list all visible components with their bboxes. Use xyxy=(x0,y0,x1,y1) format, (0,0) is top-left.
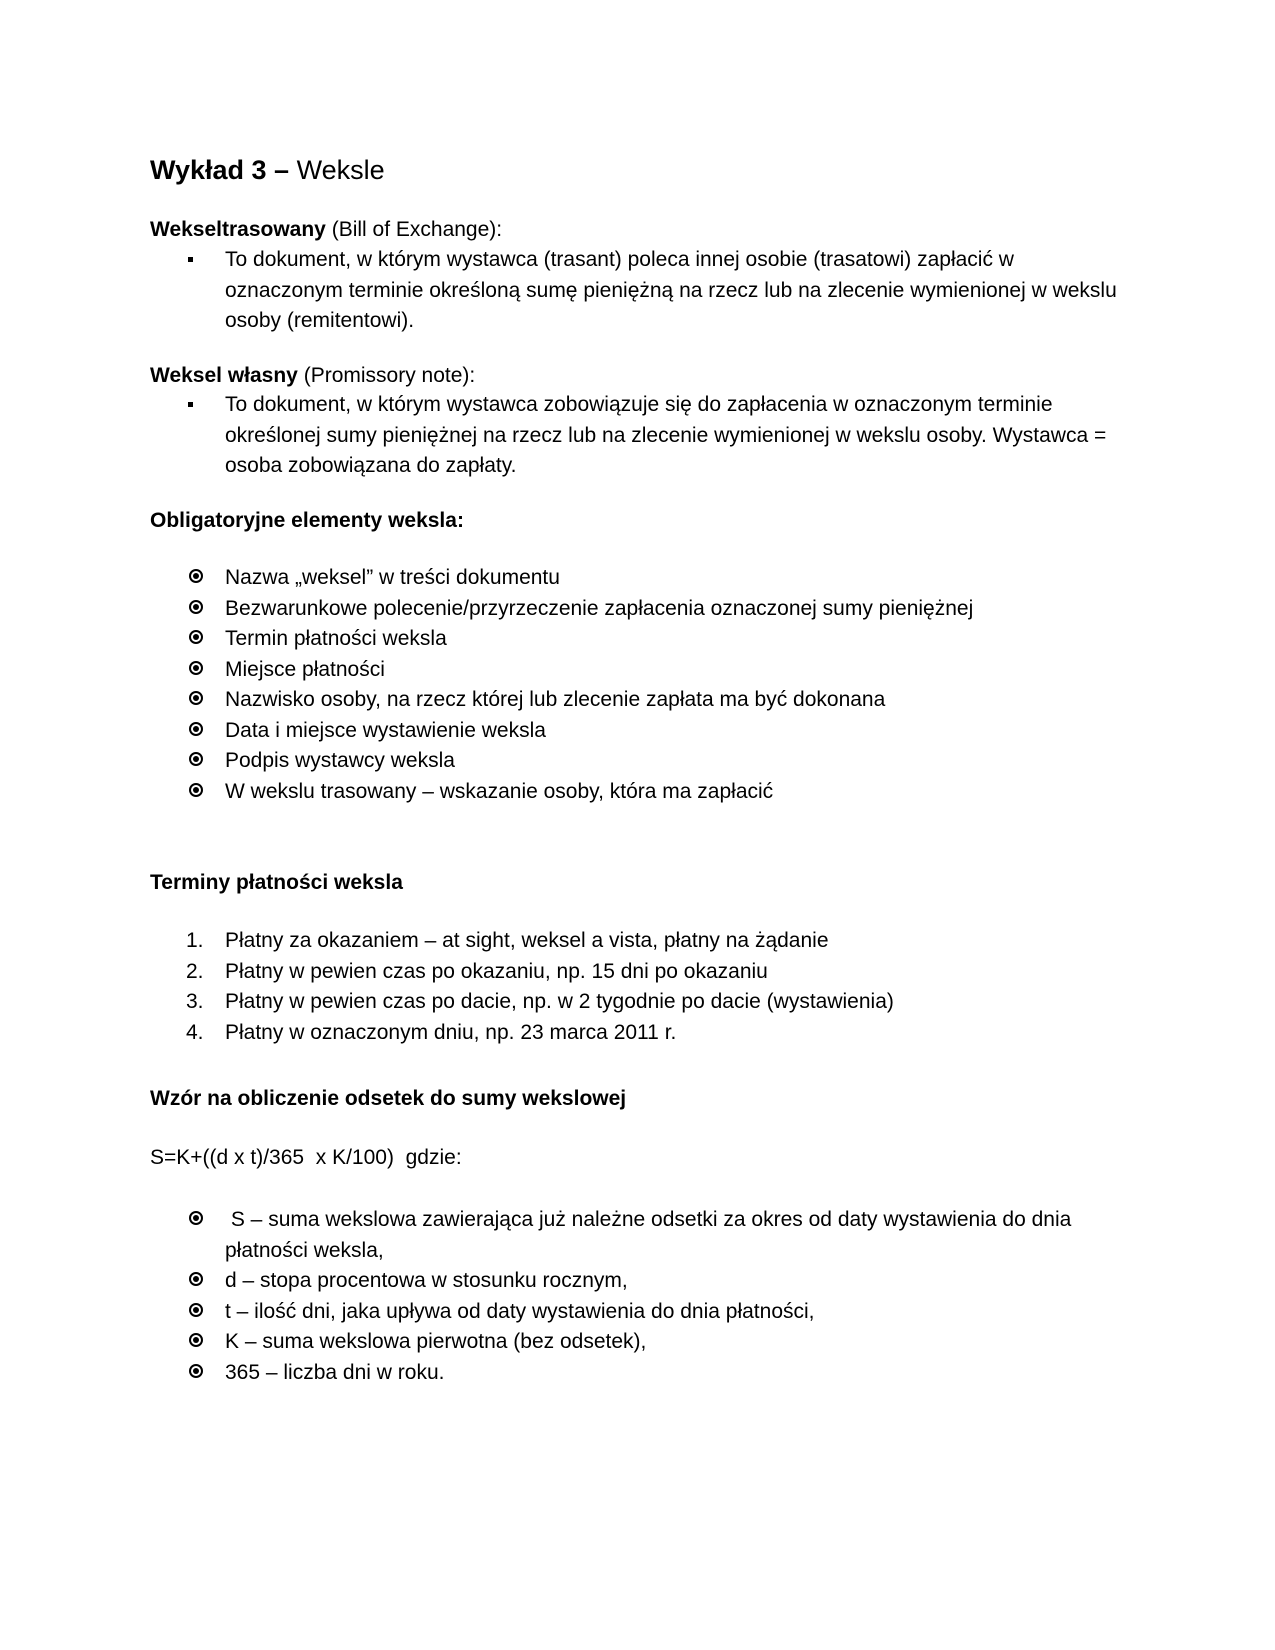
circle-bullet-icon xyxy=(189,722,203,736)
required-elements-heading: Obligatoryjne elementy weksla: xyxy=(150,509,464,532)
bill-of-exchange-term: Wekseltrasowany xyxy=(150,218,326,241)
list-item: Miejsce płatności xyxy=(0,655,1130,686)
list-item: 1. Płatny za okazaniem – at sight, weksel a vista, płatny na żądanie xyxy=(0,926,1130,957)
list-item xyxy=(0,245,1130,337)
bill-of-exchange-english: (Bill of Exchange): xyxy=(325,218,503,241)
list-item: d – stopa procentowa w stosunku rocznym, xyxy=(0,1266,1130,1297)
circle-bullet-icon xyxy=(189,691,203,705)
list-number: 1. xyxy=(186,929,204,952)
circle-bullet-icon xyxy=(189,1211,203,1225)
square-bullet-icon xyxy=(188,402,193,407)
list-item: t – ilość dni, jaka upływa od daty wystawienia do dnia płatności, xyxy=(0,1297,1130,1328)
list-item: Nazwa „weksel” w treści dokumentu xyxy=(0,563,1130,594)
list-item: K – suma wekslowa pierwotna (bez odsetek), xyxy=(0,1327,1130,1358)
promissory-note-english: (Promissory note): xyxy=(297,364,476,387)
list-item: Data i miejsce wystawienie weksla xyxy=(0,716,1130,747)
list-item: Bezwarunkowe polecenie/przyrzeczenie zapłacenia oznaczonej sumy pieniężnej xyxy=(0,594,1130,625)
list-item: Nazwisko osoby, na rzecz której lub zlecenie zapłata ma być dokonana xyxy=(0,685,1130,716)
list-number: 3. xyxy=(186,990,204,1013)
required-elements-list xyxy=(0,563,1130,807)
square-bullet-icon xyxy=(188,257,193,262)
circle-bullet-icon xyxy=(189,569,203,583)
list-item: S – suma wekslowa zawierająca już należne odsetki za okres od daty wystawienia do dnia płatności weksla, xyxy=(0,1205,1130,1266)
circle-bullet-icon xyxy=(189,1333,203,1347)
circle-bullet-icon xyxy=(189,1272,203,1286)
circle-bullet-icon xyxy=(189,1364,203,1378)
list-item: 4. Płatny w oznaczonym dniu, np. 23 marca 2011 r. xyxy=(0,1018,1130,1049)
circle-bullet-icon xyxy=(189,1303,203,1317)
list-item: W wekslu trasowany – wskazanie osoby, która ma zapłacić xyxy=(0,777,1130,808)
circle-bullet-icon xyxy=(189,752,203,766)
promissory-note-definition-list xyxy=(0,390,1130,482)
list-item xyxy=(0,390,1130,482)
list-number: 2. xyxy=(186,959,204,983)
bill-of-exchange-definition-list xyxy=(0,245,1130,337)
interest-formula: S=K+((d x t)/365 x K/100) gdzie: xyxy=(150,1146,462,1169)
promissory-note-heading xyxy=(150,361,475,391)
interest-formula-heading: Wzór na obliczenie odsetek do sumy wekslowej xyxy=(150,1087,627,1110)
document-title xyxy=(150,152,385,188)
payment-terms-heading: Terminy płatności weksla xyxy=(150,871,403,894)
document-title-bold: Wykład 3 – xyxy=(150,155,297,185)
formula-legend-list xyxy=(0,1205,1130,1388)
payment-terms-list xyxy=(0,926,1130,1048)
list-item: 2. Płatny w pewien czas po okazaniu, np. 15 dni po okazaniu xyxy=(0,957,1130,988)
promissory-note-term: Weksel własny xyxy=(150,364,298,387)
bill-of-exchange-definition: To dokument, w którym wystawca (trasant) poleca innej osobie (trasatowi) zapłacić w oznaczonym terminie określoną sumę pieniężną na rzecz lub na zlecenie wymienionej w wekslu osoby (remitentowi). xyxy=(225,248,1117,332)
list-item: Podpis wystawcy weksla xyxy=(0,746,1130,777)
bill-of-exchange-heading xyxy=(150,215,502,245)
promissory-note-definition: To dokument, w którym wystawca zobowiązuje się do zapłacenia w oznaczonym terminie określonej sumy pieniężnej na rzecz lub na zlecenie wymienionej w wekslu osoby. Wystawca = osoba zobowiązana do zapłaty. xyxy=(225,393,1107,477)
document-title-rest: Weksle xyxy=(296,155,385,185)
list-item: 3. Płatny w pewien czas po dacie, np. w 2 tygodnie po dacie (wystawienia) xyxy=(0,987,1130,1018)
circle-bullet-icon xyxy=(189,783,203,797)
list-number: 4. xyxy=(186,1020,204,1044)
circle-bullet-icon xyxy=(189,630,203,644)
circle-bullet-icon xyxy=(189,661,203,675)
circle-bullet-icon xyxy=(189,600,203,614)
list-item: 365 – liczba dni w roku. xyxy=(0,1358,1130,1389)
list-item: Termin płatności weksla xyxy=(0,624,1130,655)
